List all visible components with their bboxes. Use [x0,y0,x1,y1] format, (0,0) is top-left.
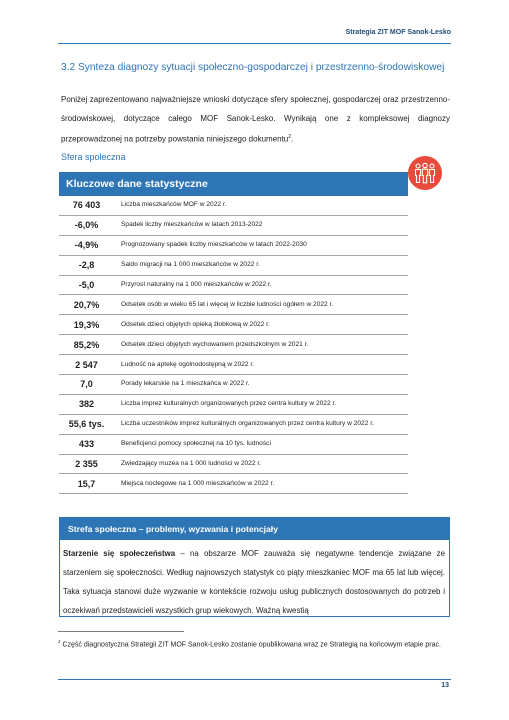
stat-description: Ludność na aptekę ogólnodostępną w 2022 r. [121,360,255,368]
stat-description: Porady lekarskie na 1 mieszkańca w 2022 r. [121,380,250,388]
stat-value: 85,2% [73,339,100,350]
stat-row [59,395,408,415]
stat-row [59,276,408,296]
running-header-title: Strategia ZIT MOF Sanok-Lesko [345,29,451,36]
stat-row [59,455,408,475]
stat-row [59,474,408,494]
stat-description: Liczba uczestników imprez kulturalnych organizowanych przez centra kultury w 2022 r. [121,420,374,428]
footnote-text: Część diagnostyczna Strategii ZIT MOF Sanok-Lesko zostanie opublikowana wraz ze Strategią na końcowym etapie prac. [60,641,441,649]
key-statistics-table [59,172,408,494]
stat-row [59,435,408,455]
stat-row [59,236,408,256]
page-number: 13 [441,682,449,689]
stat-value: 7,0 [80,379,93,390]
stat-value: 19,3% [73,319,100,330]
stat-row [59,315,408,335]
stat-value: 55,6 tys. [68,419,105,430]
stat-description: Przyrost naturalny na 1 000 mieszkańców w 2022 r. [121,281,272,288]
subsection-title: Sfera społeczna [61,152,126,162]
section-title: 3.2 Synteza diagnozy sytuacji społeczno-gospodarczej i przestrzenno-środowiskowej [61,62,445,73]
stat-value: -2,8 [78,260,95,271]
stat-description: Odsetek dzieci objętych opieką żłobkową w 2022 r. [121,320,270,328]
footnote-ref[interactable]: 2 [288,134,292,140]
footnote-number: 2 [58,639,61,644]
stat-description: Prognozowany spadek liczby mieszkańców w latach 2022-2030 [121,241,307,249]
header-divider [58,43,451,44]
footnote [58,636,448,650]
key-statistics-header: Kluczowe dane statystyczne [59,172,408,196]
stat-description: Odsetek dzieci objętych wychowaniem przedszkolnym w 2021 r. [121,340,309,348]
stat-row [59,415,408,435]
stat-description: Zwiedzający muzea na 1 000 ludności w 2022 r. [121,460,262,468]
stat-value: 2 547 [75,359,98,370]
stat-row [59,355,408,375]
social-problems-box [59,517,450,617]
intro-paragraph [61,90,450,149]
footnote-divider [58,631,184,632]
stat-description: Spadek liczby mieszkańców w latach 2013-2022 [121,221,263,229]
stat-description: Saldo migracji na 1 000 mieszkańców w 2022 r. [121,261,260,269]
social-problems-text [60,540,449,617]
people-group-glyph [413,162,437,184]
intro-text: Poniżej zaprezentowano najważniejsze wnioski dotyczące sfery społecznej, gospodarczej oraz przestrzenno-środowiskowej, dotyczące całego MOF Sanok-Lesko. Wynikają one z kompleksowej diagnozy przeprowadzonej na potrzeby powstania niniejszego dokumentu [61,95,450,144]
footer-divider [58,679,451,680]
stat-row [59,375,408,395]
stat-row [59,295,408,315]
key-statistics-rows [59,196,408,494]
stat-row [59,335,408,355]
stat-value: 433 [78,439,95,450]
stat-value: 20,7% [73,299,100,310]
stat-description: Liczba mieszkańców MOF w 2022 r. [121,201,227,209]
stat-description: Beneficjenci pomocy społecznej na 10 tys. ludności [121,440,271,448]
problem-lead: Starzenie się społeczeństwa [63,549,176,558]
stat-value: -6,0% [74,220,99,231]
stat-description: Miejsca noclegowe na 1 000 mieszkańców w 2022 r. [121,479,275,487]
stat-row [59,196,408,216]
people-group-icon [408,156,442,190]
stat-value: 15,7 [77,478,96,489]
problem-body: – na obszarze MOF zauważa się negatywne tendencje związane ze starzeniem się społeczności. Według najnowszych statystyk co piąty mieszkaniec MOF ma 65 lat lub więcej. Taka sytuacja stanowi duże wyzwanie w kontekście rozwoju usług publicznych dostosowanych do potrzeb i oczekiwań przedstawicieli wszystkich grup wiekowych. Ważną kwestią [63,549,445,615]
stat-value: 2 355 [75,459,98,470]
stat-value: 76 403 [72,200,101,211]
stat-row [59,216,408,236]
stat-row [59,256,408,276]
stat-value: -5,0 [78,280,95,290]
stat-value: -4,9% [74,240,99,251]
stat-description: Liczba imprez kulturalnych organizowanych przez centra kultury w 2022 r. [121,400,337,408]
stat-value: 382 [78,399,95,410]
social-problems-header: Strefa społeczna – problemy, wyzwania i potencjały [60,518,449,540]
stat-description: Odsetek osób w wieku 65 lat i więcej w liczbie ludności ogółem w 2022 r. [121,300,334,308]
intro-end: . [291,134,294,144]
